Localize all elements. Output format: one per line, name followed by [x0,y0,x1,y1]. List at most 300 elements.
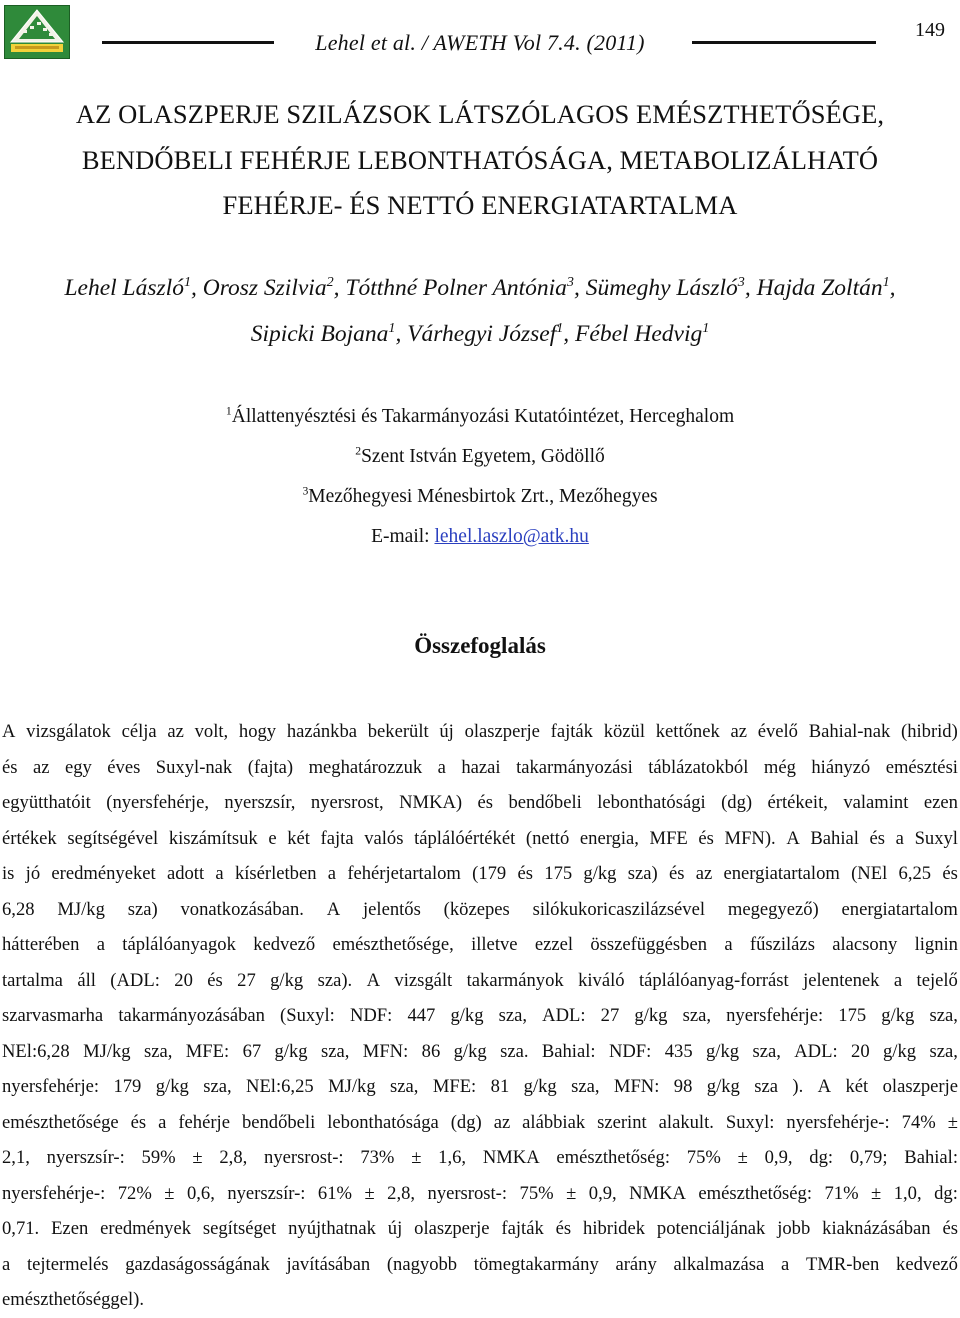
abstract-word: TMR-ben [805,1253,880,1275]
abstract-word: 27 [237,969,256,991]
abstract-word: emészthetőség: [556,1147,671,1168]
abstract-word: (dg) [721,792,753,813]
abstract-line [2,1105,958,1141]
abstract-word: évelő [757,721,798,742]
abstract-word: ezen [923,792,958,813]
abstract-word: 0,79; [849,1147,888,1168]
abstract-word: sza, [682,1005,711,1026]
abstract-word: a [781,1253,790,1275]
abstract-word: táplálóanyagok [122,934,236,955]
abstract-word: gazdaságosságának [125,1253,270,1275]
abstract-word: (179 [472,863,507,884]
title-line: BENDŐBELI FEHÉRJE LEBONTHATÓSÁGA, METABOLIZÁLHATÓ [81,144,879,175]
abstract-line [2,1247,958,1283]
abstract-word: az [730,721,747,742]
abstract-word: 86 [421,1040,441,1062]
journal-citation: Lehel et al. / AWETH Vol 7.4. (2011) [315,30,645,55]
author-line: Lehel László$^1$, Orosz Szilvia$^2$, Tótthné Polner Antónia$^3$, Sümeghy László$^3$, Hajda Zoltán$^1$, [64,274,896,301]
title-line: FEHÉRJE- ÉS NETTÓ ENERGIATARTALMA [222,190,738,220]
abstract-word: NEl:6,25 [246,1076,314,1097]
abstract-word: 81 [490,1076,510,1097]
affiliation-line [0,437,960,477]
abstract-word: és [698,827,714,849]
abstract-line [2,927,958,963]
abstract-word: és [477,792,494,813]
abstract-word: és [555,1218,572,1239]
abstract-word: nyersfehérje-: [2,1182,106,1204]
abstract-word: takarmányozási [516,756,633,778]
header-rule-right [692,41,876,44]
abstract-word: g/kg [883,1040,917,1062]
abstract-word: NDF: [349,1005,393,1026]
abstract-word: energiatartalom [723,863,840,884]
abstract-word: 1,6, [438,1147,467,1168]
abstract-word: e [268,827,277,849]
abstract-word: lignin [914,934,958,955]
author-affiliation-mark: 1 [702,320,710,337]
abstract-word: ADL: [542,1005,586,1026]
abstract-word: jobb [777,1218,811,1239]
abstract-word: az [493,1111,511,1133]
abstract-word: Bahial [810,827,859,849]
affiliations [0,397,960,557]
author-name: Tótthné Polner Antónia [345,275,567,301]
abstract-word: NMKA [482,1147,540,1168]
abstract-word: segítségével [67,827,159,849]
abstract-line [2,1140,958,1176]
abstract-word: g/kg [706,1040,740,1062]
abstract-line [2,856,958,892]
abstract-word: 175 [838,1005,867,1026]
author-affiliation-mark: 1 [882,274,890,291]
abstract-word: sza) [127,898,158,920]
abstract-line [2,1069,958,1105]
abstract-word: olaszperje [882,1076,958,1097]
abstract-word: alakult. [658,1111,714,1133]
abstract-word: és [942,863,958,884]
abstract-word: hiányzó [811,756,871,778]
abstract-line [2,1034,958,1070]
abstract-word: és [869,827,886,849]
abstract-word: tejtermelés [26,1253,109,1275]
abstract-word: (Suxyl: [280,1005,335,1026]
abstract-word: NMKA [629,1182,686,1204]
abstract-word: (nettó [525,827,570,849]
abstract-word: kiváló [578,969,625,991]
abstract-word: az [32,756,50,778]
abstract-word: táplálóanyag-forrást [638,969,789,991]
abstract-word: megegyező) [727,898,819,920]
abstract-word: eredményeket [51,863,156,884]
abstract-word: 74% [901,1111,936,1133]
abstract-word: együtthatóit [2,792,91,813]
affiliation-mark: 1 [225,404,232,418]
abstract-word: (dg) [450,1111,482,1133]
abstract-word: g/kg [583,863,617,884]
author-affiliation-mark: 3 [566,274,574,291]
abstract-word: 0,6, [186,1182,215,1204]
abstract-word: A [817,1076,832,1097]
abstract-word: kedvező [896,1253,958,1275]
abstract-word: 71% [824,1182,859,1204]
abstract-word: (NEl [851,863,888,884]
abstract-word: éves [107,756,141,778]
abstract-word: hibridek [583,1218,645,1239]
abstract-body [2,714,958,1318]
abstract-word: áll [77,969,96,991]
abstract-word: silókukoricaszilázsével [532,898,706,920]
abstract-word: vonatkozásában. [180,898,304,920]
abstract-word: MFN: [362,1040,409,1062]
title-line: AZ OLASZPERJE SZILÁZSOK LÁTSZÓLAGOS EMÉSZTHETŐSÉGE, [75,99,885,129]
abstract-word: lebonthatósági [597,792,706,813]
abstract-word: volt, [194,721,229,742]
abstract-word: 1,0, [893,1182,922,1204]
abstract-word: bendőbeli [241,1111,316,1133]
abstract-word: sza, [143,1040,173,1062]
abstract-line [2,963,958,999]
abstract-word: ± [192,1147,203,1168]
abstract-word: eredmények [100,1218,191,1239]
header-rule-left [102,41,274,44]
abstract-word: olaszperje [464,721,540,742]
abstract-word: és [942,1218,958,1239]
abstract-word: energiatartalom [841,898,958,920]
abstract-word: kiaknázásában [822,1218,931,1239]
abstract-word: 61% [317,1182,352,1204]
abstract-word: MFE [649,827,688,849]
abstract-word: ± [164,1182,175,1204]
abstract-word: és [130,1111,147,1133]
abstract-word: g/kg [881,1005,915,1026]
abstract-word: kísérletben [234,863,317,884]
abstract-word: hazánkba [286,721,358,742]
abstract-word: 0,9, [764,1147,793,1168]
abstract-word: (nyersfehérje, [106,792,209,813]
abstract-word: két [845,1076,869,1097]
abstract-word: 0,9, [588,1182,617,1204]
abstract-word: alábbiak [522,1111,586,1133]
abstract-word: Suxyl-nak [155,756,233,778]
abstract-word: Suxyl [914,827,958,849]
abstract-word: 175 [544,863,573,884]
abstract-word: Bahial: [541,1040,596,1062]
abstract-word: az [695,863,713,884]
abstract-word: takarmányok [466,969,564,991]
author-name: Orosz Szilvia [202,275,327,301]
abstract-word: ezzel [534,934,574,955]
author-list [0,265,960,357]
abstract-word: 0,71. [2,1218,40,1239]
abstract-word: arány [615,1253,657,1275]
abstract-word: 98 [673,1076,693,1097]
abstract-word: még [763,756,796,778]
abstract-word: nyerszsír-: [46,1147,125,1168]
page-number: 149 [915,19,945,41]
email-label: E-mail: [371,526,430,547]
abstract-word: valós [364,827,404,849]
abstract-word: 72% [117,1182,152,1204]
abstract-word: nyersfehérje-: [786,1111,890,1133]
author-affiliation-mark: 1 [556,320,564,337]
abstract-word: tömegtakarmány [473,1253,599,1275]
abstract-word: MFE: [432,1076,477,1097]
abstract-word: g/kg [155,1076,189,1097]
abstract-word: meghatározzuk [308,756,423,778]
abstract-word: vizsgált [394,969,453,991]
abstract-word: 2,8, [387,1182,416,1204]
abstract-word: g/kg [634,1005,668,1026]
abstract-word: nyersrost-: [264,1147,344,1168]
abstract-word: dg: [809,1147,834,1168]
abstract-word: 435 [664,1040,693,1062]
abstract-word: egy [64,756,92,778]
abstract-word: MFE: [185,1040,230,1062]
abstract-word: nyersfehérje: [726,1005,824,1026]
abstract-word: g/kg [450,1005,484,1026]
author-name: Hajda Zoltán [756,275,883,301]
abstract-word: nyersfehérje: [2,1076,100,1097]
abstract-line [2,1282,958,1318]
abstract-word: szarvasmarha [2,1005,104,1026]
abstract-word: 67 [242,1040,262,1062]
abstract-word: takarmányozásában [118,1005,265,1026]
abstract-word: ± [566,1182,577,1204]
email-line [0,517,960,557]
abstract-word: adott [166,863,205,884]
abstract-word: jelentenek [803,969,880,991]
abstract-word: (közepes [443,898,510,920]
abstract-word: fajta [320,827,354,849]
abstract-line [2,1176,958,1212]
abstract-word: fajták [501,1218,544,1239]
abstract-word: és [517,863,533,884]
abstract-word: közül [603,721,646,742]
author-affiliation-mark: 1 [183,274,191,291]
author-name: Sipicki Bojana [250,321,389,347]
abstract-word: 6,25 [898,863,932,884]
abstract-word: alkalmazása [673,1253,765,1275]
abstract-word: (nagyobb [386,1253,458,1275]
abstract-word: lebonthatósága [327,1111,439,1133]
abstract-word: MJ/kg [83,1040,131,1062]
abstract-word: értékeit, [767,792,828,813]
affiliation-text: Mezőhegyesi Ménesbirtok Zrt., Mezőhegyes [308,486,658,507]
abstract-word: hátterében [2,934,80,955]
abstract-word: az [167,721,184,742]
abstract-word: ± [737,1147,748,1168]
author-affiliation-mark: 2 [326,274,334,291]
abstract-word: a [895,827,904,849]
affiliation-mark: 2 [355,444,362,458]
journal-logo-icon [4,5,70,59]
abstract-word: 6,28 [2,898,35,920]
author-affiliation-mark: 3 [737,274,745,291]
abstract-word: javításában [286,1253,371,1275]
abstract-word: ± [871,1182,882,1204]
abstract-word: 73% [360,1147,395,1168]
abstract-word: a [2,1253,11,1275]
affiliation-mark: 3 [302,484,309,498]
abstract-word: új [387,1218,403,1239]
abstract-word: táblázatokból [648,756,749,778]
abstract-word: g/kg [453,1040,487,1062]
abstract-word: a [327,863,337,884]
abstract-word: A [2,721,16,742]
abstract-word: sza, [929,1040,958,1062]
abstract-word: g/kg [523,1076,557,1097]
abstract-word: ± [364,1182,375,1204]
abstract-word: g/kg [706,1076,740,1097]
abstract-word: emészthetősége, [332,934,454,955]
abstract-word: sza, [321,1040,350,1062]
author-name: Sümeghy László [585,275,738,301]
author-name: Várhegyi József [407,321,557,347]
abstract-word: sza. [500,1040,529,1062]
abstract-word: A [786,827,800,849]
abstract-word: sza, [203,1076,232,1097]
abstract-word: (ADL: [110,969,160,991]
abstract-word: segítséget [202,1218,277,1239]
abstract-word: 2,1, [2,1147,30,1168]
abstract-word: (fajta) [247,756,294,778]
abstract-word: tartalma [2,969,63,991]
abstract-word: hazai [461,756,501,778]
abstract-word: a [437,756,446,778]
abstract-word: sza, [390,1076,419,1097]
abstract-line [2,785,958,821]
author-name: Fébel Hedvig [575,321,703,347]
page-header [0,0,960,70]
affiliation-line [0,397,960,437]
author-line: Sipicki Bojana$^1$, Várhegyi József$^1$, Fébel Hedvig$^1$ [250,320,710,347]
abstract-word: fehérjetartalom [347,863,461,884]
abstract-word: ). [792,1076,804,1097]
abstract-word: kiszámítsuk [168,827,258,849]
abstract-word: 447 [407,1005,436,1026]
abstract-word: MFN: [613,1076,660,1097]
abstract-word: MJ/kg [57,898,105,920]
abstract-word: NEl:6,28 [2,1040,70,1062]
abstract-word: Bahial-nak [808,721,891,742]
abstract-word: a [158,1111,167,1133]
abstract-word: jelentős [363,898,421,920]
abstract-word: 75% [686,1147,721,1168]
abstract-line [2,1211,958,1247]
abstract-word: fehérje [178,1111,230,1133]
abstract-word: a [724,934,733,955]
abstract-word: összefüggésben [590,934,708,955]
abstract-word: fajták [550,721,593,742]
abstract-word: nyújthatnak [288,1218,376,1239]
abstract-word: sza, [929,1005,958,1026]
abstract-word: ADL: [794,1040,838,1062]
abstract-word: ± [947,1111,958,1133]
affiliation-line [0,477,960,517]
abstract-word: nyerszsír, [224,792,296,813]
abstract-word: tejelő [916,969,958,991]
affiliation-text: Szent István Egyetem, Gödöllő [361,446,605,467]
abstract-word: energia, [579,827,639,849]
abstract-word: vizsgálatok [26,721,111,742]
abstract-word: és [2,756,18,778]
abstract-word: és [207,969,223,991]
abstract-word: sza, [571,1076,600,1097]
abstract-line [2,892,958,928]
abstract-word: célja [121,721,157,742]
abstract-word: Suxyl: [725,1111,775,1133]
abstract-word: illetve [471,934,518,955]
abstract-word: a [96,934,105,955]
abstract-word: g/kg [270,969,304,991]
abstract-word: kettőnek [655,721,720,742]
abstract-word: hogy [238,721,277,742]
abstract-word: 59% [141,1147,176,1168]
abstract-word: sza) [627,863,658,884]
abstract-word: sza [754,1076,778,1097]
affiliation-text: Állattenyésztési és Takarmányozási Kutatóintézet, Herceghalom [231,406,735,427]
abstract-word: MFN). [724,827,776,849]
abstract-word: a [215,863,224,884]
paper-title [0,92,960,229]
abstract-word: táplálóértékét [414,827,516,849]
abstract-word: kedvező [253,934,316,955]
abstract-word: olaszperje [414,1218,490,1239]
abstract-word: sza, [752,1040,781,1062]
abstract-line [2,714,958,750]
author-name: Lehel László [64,275,184,301]
abstract-word: ± [411,1147,422,1168]
abstract-word: Ezen [51,1218,89,1239]
email-link[interactable]: lehel.laszlo@atk.hu [434,526,589,547]
abstract-heading: Összefoglalás [414,633,546,658]
abstract-word: 2,8, [219,1147,248,1168]
abstract-word: jó [25,863,41,884]
abstract-word: bekerült [367,721,429,742]
abstract-word: dg: [934,1182,958,1204]
abstract-word: NDF: [608,1040,652,1062]
abstract-word: g/kg [274,1040,308,1062]
abstract-word: 179 [113,1076,142,1097]
abstract-word: potenciáljának [656,1218,766,1239]
abstract-line [2,998,958,1034]
abstract-word: emészthetőség: [698,1182,813,1204]
abstract-word: és [668,863,685,884]
abstract-word: (hibrid) [901,721,958,742]
abstract-word: két [287,827,310,849]
abstract-word: a [893,969,903,991]
abstract-word: A [326,898,341,920]
author-affiliation-mark: 1 [388,320,396,337]
abstract-word: NMKA) [399,792,463,813]
abstract-word: sza, [498,1005,528,1026]
abstract-line [2,821,958,857]
abstract-word: 75% [519,1182,554,1204]
abstract-word: A [366,969,380,991]
abstract-word: fűszilázs [749,934,815,955]
abstract-word: Bahial: [904,1147,958,1168]
abstract-line [2,750,958,786]
abstract-word: emészthetősége [2,1111,119,1133]
abstract-word: is [2,863,15,884]
abstract-word: MJ/kg [328,1076,376,1097]
abstract-word: bendőbeli [508,792,582,813]
abstract-word: sza). [317,969,353,991]
abstract-word: 20 [851,1040,870,1062]
abstract-word: alacsony [832,934,898,955]
abstract-word: nyersrost, [310,792,384,813]
abstract-word: nyerszsír-: [227,1182,306,1204]
